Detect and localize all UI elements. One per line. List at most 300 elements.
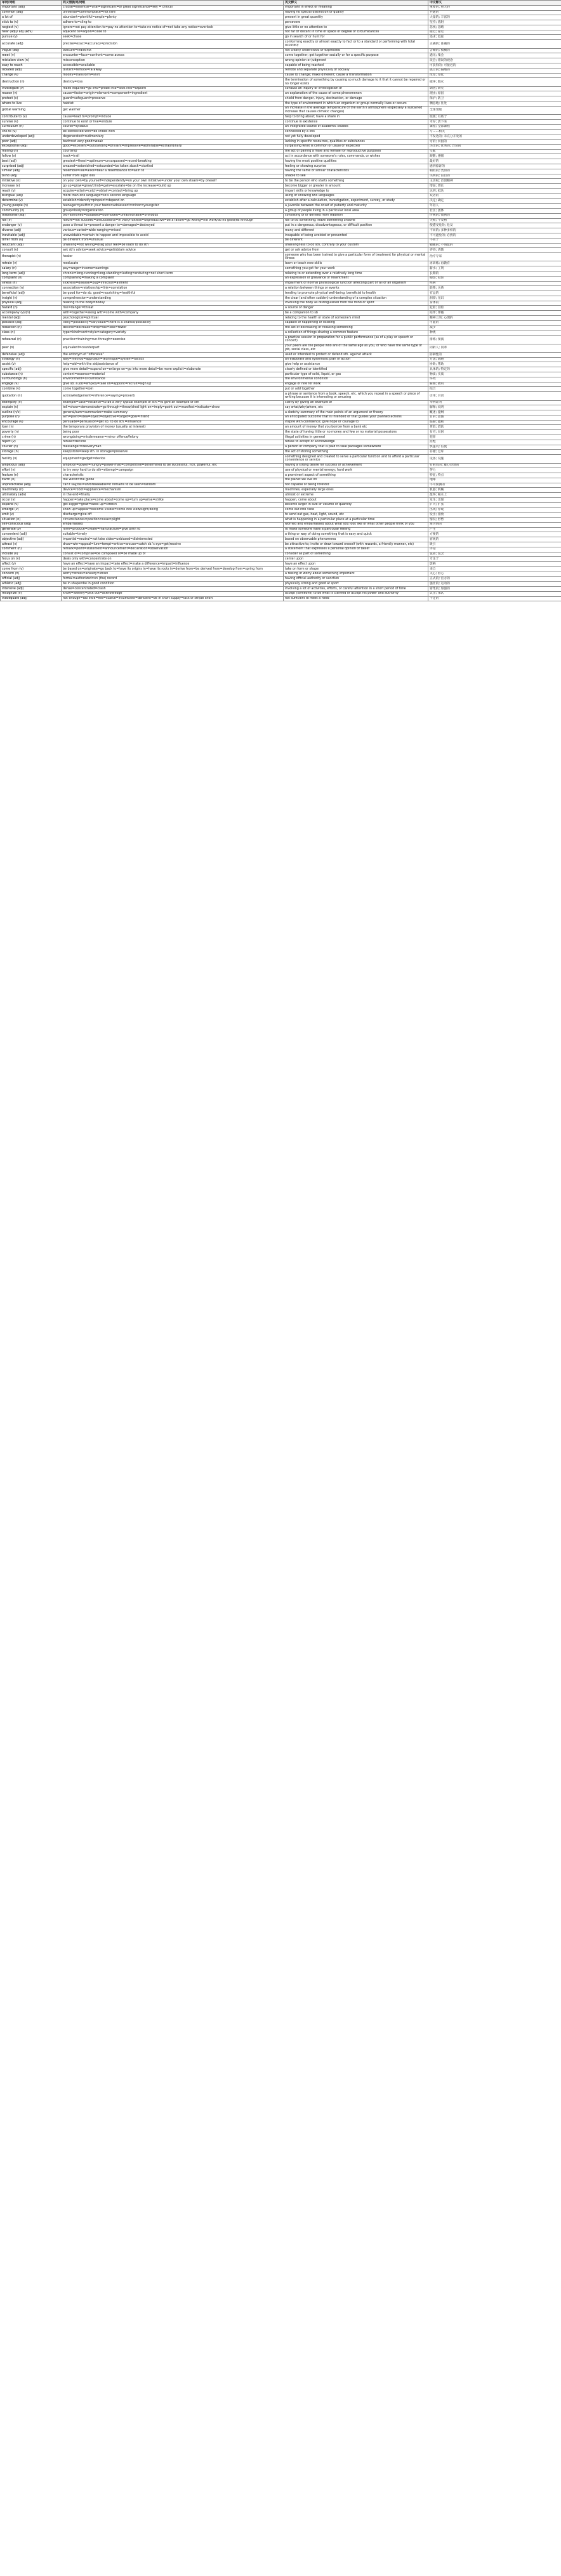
word-cell: exceptional (adj) bbox=[1, 144, 62, 149]
table-row bbox=[1, 405, 561, 410]
english-definition-cell: happen, come about bbox=[284, 497, 428, 502]
chinese-definition-cell: 不同的; 多种多样的 bbox=[428, 228, 561, 233]
chinese-definition-cell: 跟随; 遵循 bbox=[428, 154, 561, 159]
chinese-definition-cell: 犯罪 bbox=[428, 435, 561, 440]
synonyms-cell: way=method=approach=technique=system=tactics bbox=[62, 357, 284, 362]
word-cell: a lot of bbox=[1, 15, 62, 20]
word-cell: specific (adj) bbox=[1, 367, 62, 372]
chinese-definition-cell: 洞察; 见识 bbox=[428, 296, 561, 301]
synonyms-cell: remark=point=statement=announcement=declaration=observation bbox=[62, 547, 284, 552]
english-definition-cell: your peers are the people who are of the same age as you, or who have the same type of job, social class, etc bbox=[284, 344, 428, 352]
synonyms-cell: get warmer bbox=[62, 106, 284, 114]
english-definition-cell: clearly defined or identified bbox=[284, 367, 428, 372]
word-cell: stick to (v) bbox=[1, 20, 62, 25]
word-cell: accompany (v)/(n) bbox=[1, 311, 62, 316]
english-definition-cell: the act of decreasing or reducing something bbox=[284, 325, 428, 330]
synonyms-cell: sickness=disease=bug=infection=ailment bbox=[62, 281, 284, 286]
synonyms-cell: unwilling=not willing=drag your feet=be loath to do sth bbox=[62, 243, 284, 248]
synonyms-cell: draw=win=appeal=lure=tempt=entice=arouse=catch sb.'s eye=get/receive bbox=[62, 542, 284, 547]
word-cell: focus on (v) bbox=[1, 557, 62, 562]
synonyms-cell: to try very hard to do sth=attempt=campaign bbox=[62, 468, 284, 473]
table-row bbox=[1, 15, 561, 20]
word-cell: strategy (n) bbox=[1, 357, 62, 362]
table-row bbox=[1, 582, 561, 587]
chinese-definition-cell: 强壮的; 运动的 bbox=[428, 582, 561, 587]
synonyms-cell: obscure=indistinct bbox=[62, 48, 284, 53]
header-chinese-definition: 中文释义 bbox=[428, 1, 561, 6]
synonyms-cell: failure=not succeed=unsuccessful=in vain/fruitless=unproductive=be a failure=go wrong=not work/do no good/fall through bbox=[62, 218, 284, 223]
english-definition-cell: learn or teach new skills bbox=[284, 261, 428, 266]
chinese-definition-cell: 勉强的; 不情愿的 bbox=[428, 243, 561, 248]
chinese-definition-cell: 疾病 bbox=[428, 281, 561, 286]
chinese-definition-cell: 传统的; 惯例的 bbox=[428, 213, 561, 218]
chinese-definition-cell: 失明的; 盲目的 bbox=[428, 174, 561, 179]
chinese-definition-cell: 达到; 抵达 bbox=[428, 188, 561, 193]
table-row bbox=[1, 209, 561, 214]
word-cell: common (adj) bbox=[1, 10, 62, 15]
english-definition-cell: conduct an inquiry or investigation of bbox=[284, 86, 428, 91]
english-definition-cell: come together; get together socially or for a specific purpose bbox=[284, 53, 428, 58]
word-cell: generate (v) bbox=[1, 527, 62, 532]
word-cell: beneficial (adj) bbox=[1, 291, 62, 296]
english-definition-cell: act in accordance with someone's rules, commands, or wishes bbox=[284, 154, 428, 159]
synonyms-cell: circumstances=position=case=plight bbox=[62, 518, 284, 523]
chinese-definition-cell: 有抱负的; 雄心勃勃的 bbox=[428, 463, 561, 468]
synonyms-cell: cause=factor=origin=element=component=ingredient bbox=[62, 91, 284, 96]
table-row bbox=[1, 129, 561, 134]
chinese-definition-cell: 调查; 研究 bbox=[428, 86, 561, 91]
table-row bbox=[1, 159, 561, 164]
chinese-definition-cell: 吸引 bbox=[428, 542, 561, 547]
chinese-definition-cell: 快递员; 信使 bbox=[428, 445, 561, 450]
synonyms-cell: accessible=available bbox=[62, 63, 284, 68]
chinese-definition-cell: 不可避免的; 必然的 bbox=[428, 233, 561, 238]
synonyms-cell: ask sb's advice=seek advice=get/obtain advice bbox=[62, 248, 284, 253]
synonyms-cell: bad=not very good=weak bbox=[62, 140, 284, 145]
synonyms-cell: the antonym of "offensive" bbox=[62, 352, 284, 357]
chinese-definition-cell: 发出; 排放 bbox=[428, 513, 561, 518]
english-definition-cell: be a companion to sb bbox=[284, 311, 428, 316]
word-cell: reject (v) bbox=[1, 440, 62, 445]
chinese-definition-cell: 相似的; 类似的 bbox=[428, 169, 561, 174]
word-cell: surroundings (n) bbox=[1, 377, 62, 382]
table-row bbox=[1, 86, 561, 91]
word-cell: link to (v) bbox=[1, 129, 62, 134]
chinese-definition-cell: 不发达的; 未充分开发的 bbox=[428, 134, 561, 140]
word-cell: come from (v) bbox=[1, 566, 62, 572]
english-definition-cell: an explanation of the cause of some phenomenon bbox=[284, 91, 428, 96]
table-row bbox=[1, 53, 561, 58]
table-row bbox=[1, 450, 561, 455]
table-row bbox=[1, 532, 561, 537]
synonyms-cell: pay=wage=income=earnings bbox=[62, 266, 284, 271]
chinese-definition-cell: 排练; 预演 bbox=[428, 336, 561, 344]
english-definition-cell: illegal activities in general bbox=[284, 435, 428, 440]
word-cell: vague (adj) bbox=[1, 48, 62, 53]
synonyms-cell: association=relationship=link=correlation bbox=[62, 286, 284, 291]
word-cell: rehearsal (n) bbox=[1, 336, 62, 344]
synonyms-cell: likely=possibility=can/could=there is a chance/possibility bbox=[62, 320, 284, 325]
english-definition-cell: wrong opinion or judgment bbox=[284, 58, 428, 63]
synonyms-cell: have an effect=have an impact=take effect=make a difference=impact=influence bbox=[62, 562, 284, 567]
synonyms-cell: help=aid=with the aid/assistance of bbox=[62, 362, 284, 367]
english-definition-cell: capable of being reached bbox=[284, 63, 428, 68]
chinese-definition-cell: 主动权; 首创精神 bbox=[428, 179, 561, 184]
english-definition-cell: capable of happening or existing bbox=[284, 320, 428, 325]
english-definition-cell: persevere bbox=[284, 20, 428, 25]
table-row bbox=[1, 248, 561, 253]
chinese-definition-cell: 薪水; 工资 bbox=[428, 266, 561, 271]
word-cell: similar (adj) bbox=[1, 169, 62, 174]
table-row bbox=[1, 91, 561, 96]
table-row bbox=[1, 238, 561, 243]
table-row bbox=[1, 372, 561, 377]
english-definition-cell: clarify by giving an example of bbox=[284, 400, 428, 405]
table-row bbox=[1, 362, 561, 367]
english-definition-cell: based on observable phenomena bbox=[284, 537, 428, 542]
english-definition-cell: surpassing what is common or usual or expected bbox=[284, 144, 428, 149]
chinese-definition-cell: 年轻人 bbox=[428, 204, 561, 209]
english-definition-cell: worried and embarrassed about what you look like or what other people think of you bbox=[284, 522, 428, 527]
synonyms-cell: be different from=unusual bbox=[62, 238, 284, 243]
word-cell: expand (v) bbox=[1, 502, 62, 507]
chinese-definition-cell: 身体的 bbox=[428, 301, 561, 306]
synonyms-cell: cause=lead to=prompt=induce bbox=[62, 115, 284, 120]
synonyms-cell: precise=exact=accuracy=precision bbox=[62, 40, 284, 48]
word-cell: physical (adj) bbox=[1, 301, 62, 306]
chinese-definition-cell: 情况; 形势 bbox=[428, 518, 561, 523]
chinese-definition-cell: 决定; 确定 bbox=[428, 199, 561, 204]
english-definition-cell: give little or no attention to bbox=[284, 25, 428, 30]
word-cell: reduction (n) bbox=[1, 325, 62, 330]
synonyms-cell: the temporary provision of money (usually at interest) bbox=[62, 425, 284, 430]
table-row bbox=[1, 78, 561, 86]
english-definition-cell: feeling or showing surprise bbox=[284, 164, 428, 169]
table-row bbox=[1, 213, 561, 218]
word-cell: isolated (adj) bbox=[1, 68, 62, 73]
english-definition-cell: present in great quantity bbox=[284, 15, 428, 20]
table-row bbox=[1, 330, 561, 336]
word-cell: affect (v) bbox=[1, 562, 62, 567]
word-cell: initiative (n) bbox=[1, 179, 62, 184]
synonyms-cell: group=body=organization bbox=[62, 209, 284, 214]
synonyms-cell: example=case=instance=to be a very typical example of sth.=to give an example of sth bbox=[62, 400, 284, 405]
chinese-definition-cell: 与……相关 bbox=[428, 129, 561, 134]
chinese-definition-cell: 方便的 bbox=[428, 532, 561, 537]
english-definition-cell: consider as part of something bbox=[284, 552, 428, 557]
synonyms-cell: in the end=finally bbox=[62, 493, 284, 498]
synonyms-cell: embarrassed bbox=[62, 522, 284, 527]
word-cell: class (n) bbox=[1, 330, 62, 336]
synonyms-cell: on your own=by yourself=independently=on your own initiative=under your own steam=by oneself bbox=[62, 179, 284, 184]
word-cell: courier (n) bbox=[1, 445, 62, 450]
synonyms-cell: good=excellent=outstanding=brilliant=impressive=admirable=extraordinary bbox=[62, 144, 284, 149]
table-row bbox=[1, 352, 561, 357]
english-definition-cell: having a strong desire for success or achievement bbox=[284, 463, 428, 468]
word-cell: feature (n) bbox=[1, 473, 62, 478]
synonyms-cell: get bigger=grow=swell up=stretch bbox=[62, 502, 284, 507]
synonyms-cell: refuse=decline bbox=[62, 440, 284, 445]
table-row bbox=[1, 591, 561, 596]
table-row bbox=[1, 149, 561, 154]
table-row bbox=[1, 25, 561, 30]
english-definition-cell: a statement that expresses a personal opinion or belief bbox=[284, 547, 428, 552]
english-definition-cell: a group of people living in a particular local area bbox=[284, 209, 428, 214]
chinese-definition-cell: 同龄人; 同辈 bbox=[428, 344, 561, 352]
chinese-definition-cell: 抱怨; 投诉 bbox=[428, 276, 561, 281]
word-cell: possible (adj) bbox=[1, 320, 62, 325]
chinese-definition-cell: 存储; 仓库 bbox=[428, 450, 561, 455]
word-cell: neglect (v) bbox=[1, 25, 62, 30]
table-row bbox=[1, 400, 561, 405]
chinese-definition-cell: 破坏; 毁灭 bbox=[428, 78, 561, 86]
word-cell: explain (v) bbox=[1, 405, 62, 410]
synonyms-cell: suitable=timely bbox=[62, 532, 284, 537]
word-cell: important (adj) bbox=[1, 5, 62, 10]
table-row bbox=[1, 507, 561, 513]
english-definition-cell: be attractive to; invite or draw toward oneself (with rewards, a friendly manner, etc) bbox=[284, 542, 428, 547]
word-cell: contribute to (v) bbox=[1, 115, 62, 120]
chinese-definition-cell: 促使; 有助于 bbox=[428, 115, 561, 120]
chinese-definition-cell: 设备; 设施 bbox=[428, 455, 561, 463]
synonyms-cell: resemble=like=alike=bear a resemblance to=akin to bbox=[62, 169, 284, 174]
table-row bbox=[1, 325, 561, 330]
table-row bbox=[1, 199, 561, 204]
synonyms-cell: misconception bbox=[62, 58, 284, 63]
word-cell: storage (n) bbox=[1, 450, 62, 455]
english-definition-cell: relating to the health or state of someone's mind bbox=[284, 316, 428, 321]
word-cell: mental (adj) bbox=[1, 316, 62, 321]
table-row bbox=[1, 276, 561, 281]
synonyms-cell: universal=commonplace=not rare bbox=[62, 10, 284, 15]
word-cell: poverty (n) bbox=[1, 430, 62, 435]
word-cell: reluctant (adj) bbox=[1, 243, 62, 248]
english-definition-cell: a prominent aspect of something bbox=[284, 473, 428, 478]
english-definition-cell: something you get for your work bbox=[284, 266, 428, 271]
word-cell: global warming bbox=[1, 106, 62, 114]
word-cell: follow (v) bbox=[1, 154, 62, 159]
synonyms-cell: practice=training=run-through=exercise bbox=[62, 336, 284, 344]
english-definition-cell: be different bbox=[284, 238, 428, 243]
chinese-definition-cell: 密集的; 加强的 bbox=[428, 587, 561, 592]
chinese-definition-cell: 忽视; 忽略 bbox=[428, 25, 561, 30]
word-cell: unpredictable (adj) bbox=[1, 483, 62, 488]
table-row bbox=[1, 473, 561, 478]
word-cell: inevitable (adj) bbox=[1, 233, 62, 238]
chinese-definition-cell: 坚持; 依附 bbox=[428, 20, 561, 25]
synonyms-cell: distant=remote=faraway bbox=[62, 68, 284, 73]
synonyms-cell: equipment=gadget=device bbox=[62, 455, 284, 463]
chinese-definition-cell: 栖息地; 住处 bbox=[428, 101, 561, 107]
synonyms-cell: type=kind=sort=style=category=variety bbox=[62, 330, 284, 336]
table-row bbox=[1, 218, 561, 223]
synonyms-cell: being poor bbox=[62, 430, 284, 435]
chinese-definition-cell: 减少 bbox=[428, 325, 561, 330]
english-definition-cell: go in search of or hunt for bbox=[284, 35, 428, 40]
english-definition-cell: a phrase or sentence from a book, speech, etc. which you repeat in a speech or piece of writing because it is interesting or amusing bbox=[284, 392, 428, 400]
synonyms-cell: form=produce=create=manufacture=give birth to bbox=[62, 527, 284, 532]
table-row bbox=[1, 204, 561, 209]
synonyms-cell: crucial=essential=vital=significant=of great significance=key = critical bbox=[62, 5, 284, 10]
word-cell: bilingual (adj) bbox=[1, 193, 62, 199]
word-cell: encourage (v) bbox=[1, 420, 62, 425]
chinese-definition-cell: 接近; 靠近 bbox=[428, 30, 561, 35]
synonyms-cell: can't say/tell=unforeseeable=it remains to be seen=random bbox=[62, 483, 284, 488]
english-definition-cell: inspire with confidence; give hope or courage to bbox=[284, 420, 428, 425]
table-row bbox=[1, 493, 561, 498]
word-cell: easy to reach bbox=[1, 63, 62, 68]
vocabulary-table bbox=[0, 0, 561, 601]
chinese-definition-cell: 专注于 bbox=[428, 557, 561, 562]
word-cell: situation (n) bbox=[1, 518, 62, 523]
word-cell: ambitious (adj) bbox=[1, 463, 62, 468]
word-cell: salary (n) bbox=[1, 266, 62, 271]
chinese-definition-cell: 治疗专家 bbox=[428, 253, 561, 261]
table-row bbox=[1, 140, 561, 145]
table-row bbox=[1, 357, 561, 362]
chinese-definition-cell: 方法; 战略 bbox=[428, 357, 561, 362]
synonyms-cell: risk=danger=threat bbox=[62, 306, 284, 311]
table-row bbox=[1, 566, 561, 572]
synonyms-cell: habitat bbox=[62, 101, 284, 107]
table-row bbox=[1, 440, 561, 445]
synonyms-cell: keep/store=keep sth. in storage=preserve bbox=[62, 450, 284, 455]
word-cell: long-term (adj) bbox=[1, 271, 62, 277]
chinese-definition-cell: 机器; 机械 bbox=[428, 488, 561, 493]
word-cell: illness (n) bbox=[1, 281, 62, 286]
word-cell: emit (v) bbox=[1, 513, 62, 518]
word-cell: ultimately (adv) bbox=[1, 493, 62, 498]
chinese-definition-cell: 防御性的 bbox=[428, 352, 561, 357]
english-definition-cell: lacking in specific resources, qualities or substances bbox=[284, 140, 428, 145]
word-cell: insight (n) bbox=[1, 296, 62, 301]
chinese-definition-cell: 引用; 引语 bbox=[428, 392, 561, 400]
table-body bbox=[1, 5, 561, 601]
english-definition-cell: having the same or similar characteristics bbox=[284, 169, 428, 174]
word-cell: occur (v) bbox=[1, 497, 62, 502]
chinese-definition-cell: 出现; 浮现 bbox=[428, 507, 561, 513]
synonyms-cell: be in shape=be in good condition bbox=[62, 582, 284, 587]
chinese-definition-cell: 难为情的 bbox=[428, 522, 561, 527]
english-definition-cell: become bigger or greater in amount bbox=[284, 184, 428, 189]
english-definition-cell: the planet we live on bbox=[284, 478, 428, 483]
english-definition-cell: come out into view bbox=[284, 507, 428, 513]
synonyms-cell: device=robot=appliance=mechanism bbox=[62, 488, 284, 493]
table-row bbox=[1, 101, 561, 107]
chinese-definition-cell: 解释; 说明 bbox=[428, 405, 561, 410]
table-row bbox=[1, 223, 561, 228]
word-cell: determine (v) bbox=[1, 199, 62, 204]
table-row bbox=[1, 445, 561, 450]
english-definition-cell: an anticipated outcome that is intended or that guides your planned actions bbox=[284, 415, 428, 420]
synonyms-cell: be connected with=be linked with bbox=[62, 129, 284, 134]
chinese-definition-cell: 幸存; 活下来 bbox=[428, 119, 561, 124]
table-row bbox=[1, 542, 561, 547]
synonyms-cell: relating to the body=bodily bbox=[62, 301, 284, 306]
word-cell: fail (v) bbox=[1, 218, 62, 223]
synonyms-cell: courtship bbox=[62, 149, 284, 154]
chinese-definition-cell: 再训练; 再教育 bbox=[428, 261, 561, 266]
synonyms-cell: old-fashioned=outdated=outmoded=unfashionable=orthodox bbox=[62, 213, 284, 218]
chinese-definition-cell: 雇佣; 聘用 bbox=[428, 382, 561, 387]
chinese-definition-cell: 扩大; 扩张 bbox=[428, 502, 561, 507]
english-definition-cell: get or ask advice from bbox=[284, 248, 428, 253]
synonyms-cell: seek=chase bbox=[62, 35, 284, 40]
table-row bbox=[1, 522, 561, 527]
synonyms-cell: guard=safeguard=preserve bbox=[62, 96, 284, 101]
english-definition-cell: the environmental condition bbox=[284, 377, 428, 382]
synonyms-cell: chronic=long-running=long-standing=lasting=enduring=not short-term bbox=[62, 271, 284, 277]
english-definition-cell: an elaborate and systematic plan of action bbox=[284, 357, 428, 362]
chinese-definition-cell: 结合 bbox=[428, 387, 561, 392]
table-row bbox=[1, 30, 561, 35]
english-definition-cell: having no special distinction or quality bbox=[284, 10, 428, 15]
table-row bbox=[1, 5, 561, 10]
chinese-definition-cell: 协助; 帮助 bbox=[428, 362, 561, 367]
english-definition-cell: not far or distant in time or space or degree or circumstances bbox=[284, 30, 428, 35]
chinese-definition-cell: 努力 bbox=[428, 468, 561, 473]
chinese-definition-cell: 失败; 不及格 bbox=[428, 218, 561, 223]
english-definition-cell: a practice session in preparation for a public performance (as of a play or speech or concert) bbox=[284, 336, 428, 344]
synonyms-cell: ambition=power=hungry=power-mad=competitive=determined to be successful, rich, powerful, etc bbox=[62, 463, 284, 468]
synonyms-cell: adjacent to=adjoin=close to bbox=[62, 30, 284, 35]
word-cell: consult (v) bbox=[1, 248, 62, 253]
word-cell: young people (n) bbox=[1, 204, 62, 209]
word-cell: underdeveloped (adj) bbox=[1, 134, 62, 140]
english-definition-cell: a collection of things sharing a common feature bbox=[284, 330, 428, 336]
synonyms-cell: suffer from sight loss bbox=[62, 174, 284, 179]
synonyms-cell: make inquiries=go into=probe into=look into=explore bbox=[62, 86, 284, 91]
english-definition-cell: a juvenile between the onset of puberty and maturity bbox=[284, 204, 428, 209]
word-cell: surprised (adj) bbox=[1, 164, 62, 169]
word-cell: accurate (adj) bbox=[1, 40, 62, 48]
chinese-definition-cell: 关心; 担心 bbox=[428, 572, 561, 577]
chinese-definition-cell: 共通的 bbox=[428, 10, 561, 15]
english-definition-cell: to make someone have a particular feeling bbox=[284, 527, 428, 532]
table-row bbox=[1, 502, 561, 507]
synonyms-cell: encounter=face=confront=come across bbox=[62, 53, 284, 58]
english-definition-cell: help to bring about; have a share in bbox=[284, 115, 428, 120]
synonyms-cell: consist of=comprise=be composed of=be made up of bbox=[62, 552, 284, 557]
chinese-definition-cell: 含糊的; 模糊的 bbox=[428, 48, 561, 53]
word-cell: therapist (n) bbox=[1, 253, 62, 261]
english-definition-cell: to be the person who starts something bbox=[284, 179, 428, 184]
synonyms-cell: impartial=neutral=not take sides=unbiased=disinterested bbox=[62, 537, 284, 542]
table-row bbox=[1, 40, 561, 48]
word-cell: traditional (adj) bbox=[1, 213, 62, 218]
synonyms-cell: amazed=astonished=astounded=be taken aback=startled bbox=[62, 164, 284, 169]
synonyms-cell: various=varied=wide-ranging=mixed bbox=[62, 228, 284, 233]
synonyms-cell: persuade=persuasion=get sb. to do sth.=influence bbox=[62, 420, 284, 425]
word-cell: best (adj) bbox=[1, 159, 62, 164]
synonyms-cell: abundant=plentiful=ample=plenty bbox=[62, 15, 284, 20]
english-definition-cell: having official authority or sanction bbox=[284, 577, 428, 582]
chinese-definition-cell: 危险; 冒险 bbox=[428, 306, 561, 311]
synonyms-cell: discharge=give off bbox=[62, 513, 284, 518]
header-row bbox=[1, 1, 561, 6]
synonyms-cell: modify=transform=shift bbox=[62, 73, 284, 78]
word-cell: where to live bbox=[1, 101, 62, 107]
chinese-definition-cell: 改变; 变化 bbox=[428, 73, 561, 78]
table-row bbox=[1, 233, 561, 238]
synonyms-cell: teenager=youth=in your teens=adolescent=minor=youngster bbox=[62, 204, 284, 209]
english-definition-cell: shield from danger, injury, destruction, or damage bbox=[284, 96, 428, 101]
english-definition-cell: become larger in size or volume or quantity bbox=[284, 502, 428, 507]
english-definition-cell: the act of pairing a male and female for reproductive purposes bbox=[284, 149, 428, 154]
word-cell: hazard (n) bbox=[1, 306, 62, 311]
synonyms-cell: decline=decrease=drop=fall=less=fewer bbox=[62, 325, 284, 330]
word-cell: Earth (n) bbox=[1, 478, 62, 483]
